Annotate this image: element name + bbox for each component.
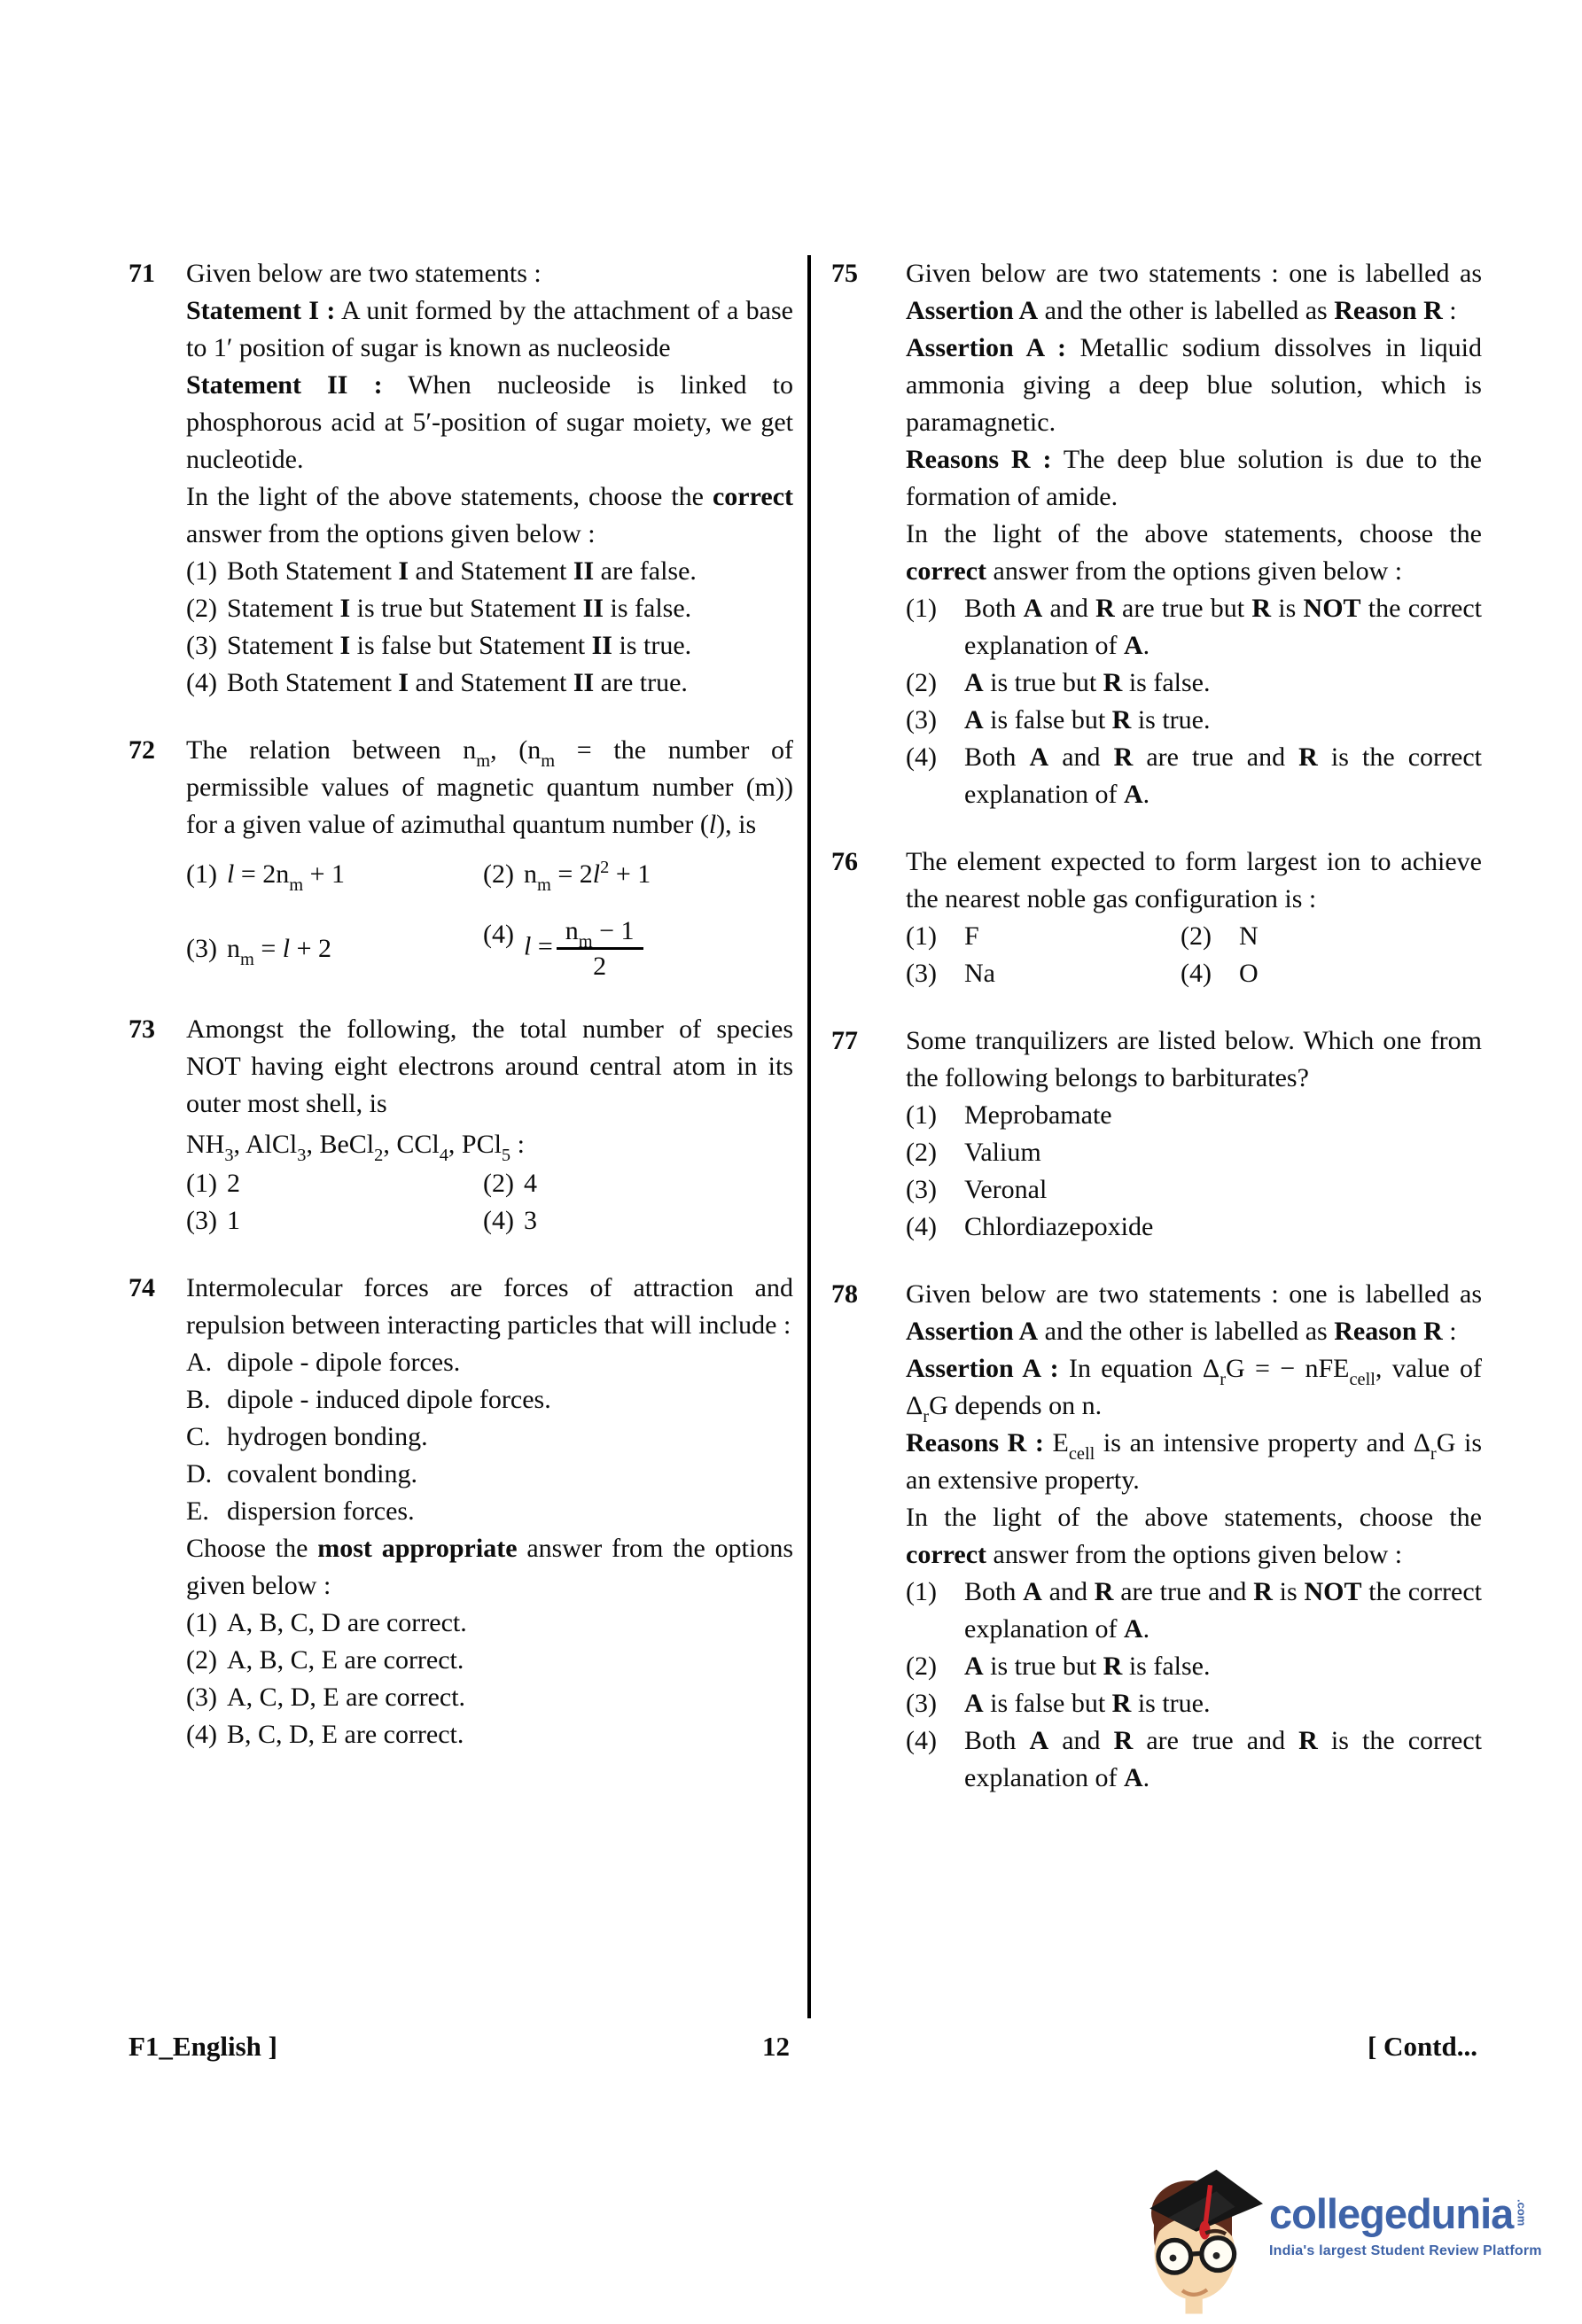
option-row [906,590,1482,665]
list-text: hydrogen bonding. [227,1422,428,1451]
option-text: A is true but R is false. [964,668,1211,697]
question-body [186,1011,793,1240]
question-number: 74 [129,1273,155,1302]
question-text: Given below are two statements : one is labelled as Assertion A and the other is labelled as Reason R : [906,259,1482,325]
option-row [906,1722,1482,1797]
option-label: (1) [186,859,217,889]
question-77 [831,1022,1482,1246]
question-text: Intermolecular forces are forces of attraction and repulsion between interacting particles that will include : [186,1273,793,1340]
option-row [906,918,1181,955]
option-label: (4) [186,668,217,697]
option-label: (3) [906,959,937,988]
option-row [186,627,793,665]
option-label: (2) [483,1169,514,1198]
option-row [906,665,1482,702]
formula-lhs: l = [524,931,553,961]
option-text: A, B, C, D are correct. [227,1608,467,1637]
list-text: dipole - dipole forces. [227,1348,461,1377]
fraction [557,916,643,981]
option-row [186,553,793,590]
question-73 [129,1011,793,1240]
option-row [483,916,793,981]
left-column [129,255,793,1784]
option-label: (3) [186,1206,217,1235]
option-text: F [964,921,979,951]
option-row [186,1716,793,1753]
question-text: Given below are two statements : one is labelled as Assertion A and the other is labelled as Reason R : [906,1279,1482,1346]
option-grid [186,916,793,981]
option-formula: $l = 2n_m + 1$ [227,859,346,896]
question-text: In the light of the above statements, choose the correct answer from the options given below : [186,482,793,548]
option-row [906,1171,1482,1209]
option-label: (3) [906,1175,937,1204]
option-text: Meprobamate [964,1100,1112,1130]
option-label: (4) [906,1212,937,1241]
option-text: A is false but R is true. [964,1689,1211,1718]
option-label: (3) [906,1689,937,1718]
option-label: (4) [1181,959,1212,988]
mascot-graduate-icon [1145,2151,1269,2321]
option-text: Statement I is false but Statement II is true. [227,631,692,660]
question-number: 76 [831,847,858,876]
question-text: In the light of the above statements, choose the correct answer from the options given below : [906,1503,1482,1569]
list-text: dispersion forces. [227,1496,415,1526]
question-body [186,1270,793,1753]
question-text: Statement II : When nucleoside is linked to phosphorous acid at 5′-position of sugar moiety, we get nucleotide. [186,370,793,474]
logo-tagline: India's largest Student Review Platform [1269,2243,1542,2258]
question-number: 73 [129,1014,155,1044]
list-item [186,1418,793,1456]
option-label: (1) [186,1169,217,1198]
option-label: (2) [483,859,514,889]
question-body [186,732,793,981]
option-text: Both A and R are true and R is the correct explanation of A. [964,1726,1483,1792]
option-label: (1) [906,921,937,951]
question-76 [831,843,1482,992]
option-text: 1 [227,1206,240,1235]
option-label: (2) [906,1138,937,1167]
option-text: Valium [964,1138,1041,1167]
footer-booklet-code: F1_English ] [129,2031,277,2062]
option-row [906,1574,1482,1648]
list-text: covalent bonding. [227,1459,417,1488]
question-72 [129,732,793,981]
question-text: Amongst the following, the total number of species NOT having eight electrons around central atom in its outer most shell, is [186,1014,793,1118]
fraction-denominator: 2 [593,952,607,981]
option-text: Veronal [964,1175,1048,1204]
list-item [186,1344,793,1381]
option-text: O [1239,959,1259,988]
option-label: (4) [483,920,514,949]
question-number: 78 [831,1279,858,1309]
option-row [186,1605,793,1642]
option-row [906,1685,1482,1722]
question-body [906,1276,1482,1797]
option-label: (1) [186,1608,217,1637]
question-text: The relation between $n_m$, ($n_m$ = the number of permissible values of magnetic quantum number (m)) for a given value of azimuthal quantum number (l), is [186,735,793,839]
column-divider [807,255,811,2018]
list-label: B. [186,1385,211,1414]
option-label: (3) [186,1683,217,1712]
question-74 [129,1270,793,1753]
option-row [186,1202,483,1240]
option-grid [906,918,1482,992]
question-75 [831,255,1482,813]
list-label: D. [186,1459,213,1488]
option-label: (4) [186,1720,217,1749]
option-label: (2) [906,1652,937,1681]
option-label: (4) [906,742,937,772]
option-text: B, C, D, E are correct. [227,1720,464,1749]
option-formula [524,916,793,981]
question-text: Assertion A : Metallic sodium dissolves in liquid ammonia giving a deep blue solution, which is paramagnetic. [906,333,1483,437]
option-row [906,1209,1482,1246]
option-row [186,665,793,702]
option-text: Both A and R are true and R is NOT the correct explanation of A. [964,1577,1482,1644]
option-text: Na [964,959,995,988]
option-label: (2) [1181,921,1212,951]
option-row [1181,955,1482,992]
option-label: (2) [186,1645,217,1675]
question-body [906,255,1482,813]
option-label: (4) [483,1206,514,1235]
logo-tld: .com [1515,2199,1529,2227]
chemical-formulas: $NH_3$, AlCl$_3$, BeCl$_2$, CCl$_4$, PCl$_5$ : [186,1130,525,1166]
option-row [186,930,483,968]
option-label: (3) [906,705,937,735]
collegedunia-logo [1145,2151,1579,2321]
option-row [1181,918,1482,955]
option-text: A is false but R is true. [964,705,1211,735]
question-text: Reasons R : $E_{cell}$ is an intensive property and $\Delta_rG$ is an extensive property. [906,1428,1483,1495]
question-text: Statement I : A unit formed by the attachment of a base to 1′ position of sugar is known as nucleoside [186,296,793,362]
option-text: Both Statement I and Statement II are true. [227,668,688,697]
option-label: (4) [906,1726,937,1755]
option-label: (1) [906,1100,937,1130]
option-row [906,739,1482,813]
option-row [186,1679,793,1716]
question-78 [831,1276,1482,1797]
option-label: (3) [186,933,217,963]
list-item [186,1381,793,1418]
right-column [831,255,1482,1827]
option-label: (1) [906,594,937,623]
question-text: Choose the most appropriate answer from the options given below : [186,1534,793,1600]
option-label: (2) [186,594,217,623]
question-text: Assertion A : In equation $\Delta_rG$ = − nFE$_{cell}$, value of $\Delta_rG$ depends on n. [906,1354,1482,1427]
option-row [186,590,793,627]
option-grid [186,856,793,896]
question-text: In the light of the above statements, choose the correct answer from the options given below : [906,519,1482,586]
question-text: Reasons R : The deep blue solution is due to the formation of amide. [906,445,1483,511]
option-row [483,1165,793,1202]
question-body [906,1022,1482,1246]
list-label: A. [186,1348,213,1377]
question-body [906,843,1482,992]
footer-contd: [ Contd... [1367,2031,1477,2062]
option-formula: $n_m = l + 2$ [227,933,332,969]
option-text: N [1239,921,1259,951]
option-row [906,1134,1482,1171]
option-label: (2) [906,668,937,697]
logo-word-line [1269,2190,1579,2237]
fraction-numerator: $n_m - 1$ [557,916,643,950]
option-label: (3) [186,631,217,660]
option-row [906,1648,1482,1685]
option-text: A, B, C, E are correct. [227,1645,464,1675]
question-text: The element expected to form largest ion to achieve the nearest noble gas configuration is : [906,847,1482,913]
option-grid [186,1165,793,1240]
option-row [186,1165,483,1202]
option-label: (1) [906,1577,937,1606]
option-row [186,856,483,896]
option-row [186,1642,793,1679]
option-text: A is true but R is false. [964,1652,1211,1681]
list-item [186,1456,793,1493]
logo-wordmark: collegedunia [1269,2190,1514,2237]
list-label: C. [186,1422,211,1451]
question-number: 75 [831,259,858,288]
logo-text-block [1269,2151,1579,2321]
option-text: 4 [524,1169,537,1198]
option-label: (1) [186,556,217,586]
option-text: Both Statement I and Statement II are false. [227,556,697,586]
question-number: 77 [831,1026,858,1055]
option-row [906,702,1482,739]
question-number: 72 [129,735,155,765]
footer-page-number: 12 [762,2031,790,2062]
question-text: Given below are two statements : [186,259,542,288]
option-text: Statement I is true but Statement II is false. [227,594,692,623]
list-text: dipole - induced dipole forces. [227,1385,551,1414]
list-item [186,1493,793,1530]
option-text: Chlordiazepoxide [964,1212,1154,1241]
list-label: E. [186,1496,209,1526]
option-row [906,955,1181,992]
option-formula: $n_m = 2l^2 + 1$ [524,857,651,896]
option-text: 2 [227,1169,240,1198]
option-text: 3 [524,1206,537,1235]
option-text: Both A and R are true but R is NOT the correct explanation of A. [964,594,1482,660]
question-body [186,255,793,702]
question-71 [129,255,793,702]
option-text: A, C, D, E are correct. [227,1683,466,1712]
option-row [483,1202,793,1240]
option-row [906,1097,1482,1134]
question-text: Some tranquilizers are listed below. Which one from the following belongs to barbiturates? [906,1026,1482,1092]
option-text: Both A and R are true and R is the correct explanation of A. [964,742,1483,809]
question-number: 71 [129,259,155,288]
option-row [483,856,793,896]
